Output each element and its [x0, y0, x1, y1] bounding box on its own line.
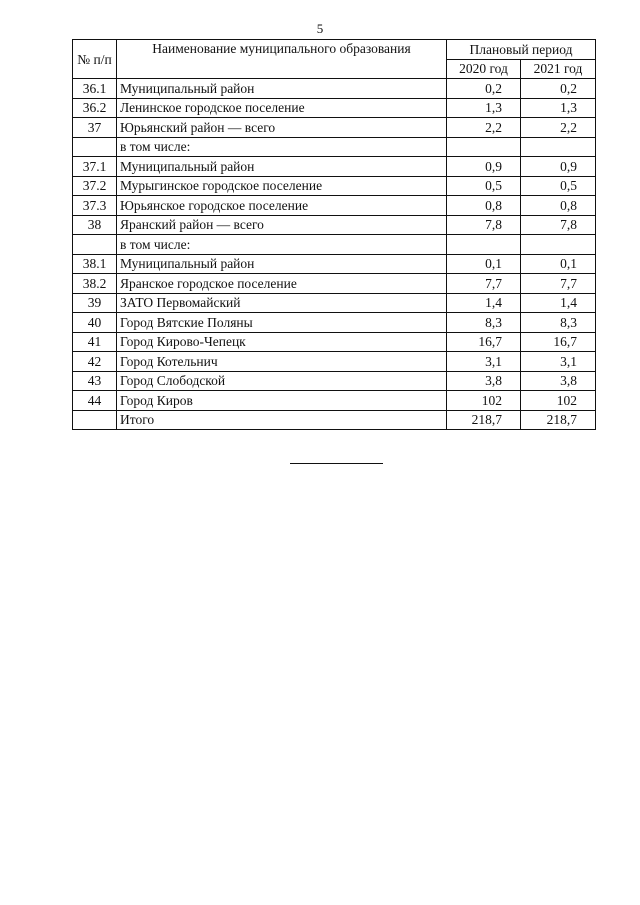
header-row-number: № п/п	[73, 40, 117, 79]
table-row	[73, 391, 596, 411]
table-row	[73, 332, 596, 352]
table-row	[73, 313, 596, 333]
municipality-name-cell: Город Слободской	[117, 371, 447, 391]
municipality-name-cell: в том числе:	[117, 137, 447, 157]
value-2020-cell: 0,9	[447, 157, 521, 177]
row-number-cell: 37.1	[73, 157, 117, 177]
municipality-name-cell: ЗАТО Первомайский	[117, 293, 447, 313]
end-divider-line	[290, 463, 383, 464]
value-2021-cell: 2,2	[521, 118, 596, 138]
table-row	[73, 235, 596, 255]
value-2020-cell: 102	[447, 391, 521, 411]
value-2020-cell: 0,8	[447, 196, 521, 216]
municipality-name-cell: Итого	[117, 410, 447, 430]
header-municipality-name: Наименование муниципального образования	[117, 40, 447, 79]
header-year-2020: 2020 год	[447, 59, 521, 79]
municipality-name-cell: Город Вятские Поляны	[117, 313, 447, 333]
value-2021-cell: 16,7	[521, 332, 596, 352]
allocation-table	[72, 39, 596, 430]
value-2020-cell: 218,7	[447, 410, 521, 430]
value-2021-cell: 0,1	[521, 254, 596, 274]
value-2020-cell: 0,2	[447, 79, 521, 99]
table-row	[73, 371, 596, 391]
row-number-cell: 43	[73, 371, 117, 391]
value-2021-cell: 0,9	[521, 157, 596, 177]
municipality-name-cell: Муниципальный район	[117, 254, 447, 274]
value-2020-cell: 3,8	[447, 371, 521, 391]
value-2021-cell: 0,5	[521, 176, 596, 196]
row-number-cell: 41	[73, 332, 117, 352]
municipality-name-cell: Город Котельнич	[117, 352, 447, 372]
municipality-name-cell: Юрьянский район — всего	[117, 118, 447, 138]
row-number-cell	[73, 410, 117, 430]
row-number-cell: 44	[73, 391, 117, 411]
value-2020-cell: 0,5	[447, 176, 521, 196]
value-2020-cell: 3,1	[447, 352, 521, 372]
value-2020-cell	[447, 137, 521, 157]
value-2021-cell	[521, 137, 596, 157]
row-number-cell	[73, 235, 117, 255]
municipality-name-cell: Город Киров	[117, 391, 447, 411]
row-number-cell: 37	[73, 118, 117, 138]
row-number-cell: 38.1	[73, 254, 117, 274]
row-number-cell: 38	[73, 215, 117, 235]
table-row	[73, 215, 596, 235]
municipality-name-cell: Город Кирово-Чепецк	[117, 332, 447, 352]
value-2020-cell: 16,7	[447, 332, 521, 352]
table-row	[73, 176, 596, 196]
value-2021-cell: 102	[521, 391, 596, 411]
municipality-name-cell: Муниципальный район	[117, 79, 447, 99]
table-row	[73, 79, 596, 99]
municipality-name-cell: Мурыгинское городское поселение	[117, 176, 447, 196]
table-body	[73, 79, 596, 430]
header-year-2021: 2021 год	[521, 59, 596, 79]
value-2020-cell: 8,3	[447, 313, 521, 333]
value-2020-cell: 2,2	[447, 118, 521, 138]
table-row	[73, 274, 596, 294]
row-number-cell: 37.2	[73, 176, 117, 196]
table-row	[73, 410, 596, 430]
row-number-cell	[73, 137, 117, 157]
value-2020-cell: 1,4	[447, 293, 521, 313]
value-2021-cell: 1,3	[521, 98, 596, 118]
page-number: 5	[316, 21, 324, 36]
row-number-cell: 36.2	[73, 98, 117, 118]
row-number-cell: 37.3	[73, 196, 117, 216]
municipality-name-cell: в том числе:	[117, 235, 447, 255]
value-2020-cell: 0,1	[447, 254, 521, 274]
value-2020-cell: 7,8	[447, 215, 521, 235]
table-row	[73, 137, 596, 157]
table-row	[73, 254, 596, 274]
value-2020-cell: 1,3	[447, 98, 521, 118]
header-planned-period: Плановый период	[447, 40, 596, 60]
row-number-cell: 36.1	[73, 79, 117, 99]
value-2021-cell: 8,3	[521, 313, 596, 333]
table-row	[73, 293, 596, 313]
row-number-cell: 38.2	[73, 274, 117, 294]
value-2020-cell	[447, 235, 521, 255]
row-number-cell: 42	[73, 352, 117, 372]
value-2021-cell: 0,2	[521, 79, 596, 99]
value-2021-cell: 3,8	[521, 371, 596, 391]
table-row	[73, 352, 596, 372]
municipality-name-cell: Муниципальный район	[117, 157, 447, 177]
value-2021-cell: 7,7	[521, 274, 596, 294]
value-2020-cell: 7,7	[447, 274, 521, 294]
municipality-name-cell: Юрьянское городское поселение	[117, 196, 447, 216]
value-2021-cell: 7,8	[521, 215, 596, 235]
value-2021-cell: 3,1	[521, 352, 596, 372]
table-row	[73, 98, 596, 118]
table-row	[73, 157, 596, 177]
value-2021-cell: 1,4	[521, 293, 596, 313]
row-number-cell: 39	[73, 293, 117, 313]
value-2021-cell: 0,8	[521, 196, 596, 216]
municipality-name-cell: Ленинское городское поселение	[117, 98, 447, 118]
table-row	[73, 118, 596, 138]
value-2021-cell: 218,7	[521, 410, 596, 430]
row-number-cell: 40	[73, 313, 117, 333]
table-row	[73, 196, 596, 216]
municipality-name-cell: Яранское городское поселение	[117, 274, 447, 294]
value-2021-cell	[521, 235, 596, 255]
municipality-name-cell: Яранский район — всего	[117, 215, 447, 235]
